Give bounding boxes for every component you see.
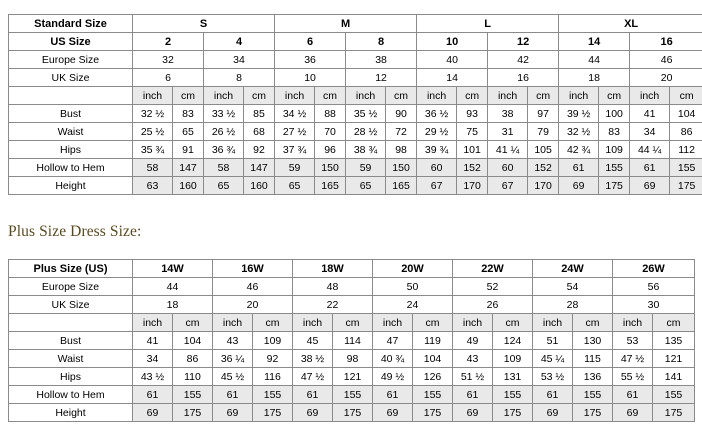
measure-value: 96 — [315, 141, 346, 159]
size-header: 26W — [613, 260, 695, 278]
size-header: XL — [559, 15, 702, 33]
size-value: 54 — [533, 278, 613, 296]
size-value: 48 — [293, 278, 373, 296]
unit-inch: inch — [533, 314, 573, 332]
measure-value: 150 — [386, 159, 417, 177]
measure-value: 41 — [630, 105, 670, 123]
measure-label: Hips — [9, 141, 133, 159]
size-value: 40 — [417, 51, 488, 69]
size-value: 16 — [488, 69, 559, 87]
size-value: 22 — [293, 296, 373, 314]
measure-value: 69 — [133, 404, 173, 422]
measure-label: Hips — [9, 368, 133, 386]
measure-row — [9, 386, 695, 404]
size-value: 34 — [204, 51, 275, 69]
measure-value: 61 — [533, 386, 573, 404]
unit-inch: inch — [559, 87, 599, 105]
size-value: 14 — [559, 33, 630, 51]
size-header: M — [275, 15, 417, 33]
size-value: 6 — [275, 33, 346, 51]
measure-label: Waist — [9, 350, 133, 368]
measure-label: Waist — [9, 123, 133, 141]
measure-value: 27 ½ — [275, 123, 315, 141]
measure-value: 109 — [493, 350, 533, 368]
measure-value: 170 — [528, 177, 559, 195]
standard-size-table — [8, 14, 702, 195]
measure-value: 63 — [133, 177, 173, 195]
measure-value: 69 — [373, 404, 413, 422]
measure-value: 68 — [244, 123, 275, 141]
measure-value: 170 — [457, 177, 488, 195]
measure-value: 69 — [293, 404, 333, 422]
unit-inch: inch — [453, 314, 493, 332]
row-label: US Size — [9, 33, 133, 51]
unit-inch: inch — [346, 87, 386, 105]
measure-value: 61 — [453, 386, 493, 404]
measure-value: 34 — [630, 123, 670, 141]
unit-cm: cm — [599, 87, 630, 105]
size-row — [9, 296, 695, 314]
measure-value: 109 — [253, 332, 293, 350]
measure-value: 35 ½ — [346, 105, 386, 123]
measure-value: 47 ½ — [613, 350, 653, 368]
unit-cm: cm — [333, 314, 373, 332]
measure-value: 61 — [559, 159, 599, 177]
measure-value: 65 — [346, 177, 386, 195]
measure-value: 29 ½ — [417, 123, 457, 141]
measure-value: 65 — [173, 123, 204, 141]
measure-value: 67 — [488, 177, 528, 195]
size-value: 2 — [133, 33, 204, 51]
measure-value: 49 — [453, 332, 493, 350]
measure-value: 45 — [293, 332, 333, 350]
measure-value: 86 — [173, 350, 213, 368]
unit-cm: cm — [173, 87, 204, 105]
measure-value: 61 — [613, 386, 653, 404]
unit-cm: cm — [528, 87, 559, 105]
unit-cm: cm — [670, 87, 702, 105]
measure-value: 61 — [630, 159, 670, 177]
measure-value: 49 ½ — [373, 368, 413, 386]
measure-value: 40 ¾ — [373, 350, 413, 368]
row-label: UK Size — [9, 296, 133, 314]
plus-size-heading: Plus Size Dress Size: — [8, 223, 142, 240]
size-value: 50 — [373, 278, 453, 296]
measure-label: Hollow to Hem — [9, 159, 133, 177]
measure-value: 115 — [573, 350, 613, 368]
unit-cm: cm — [573, 314, 613, 332]
measure-value: 53 — [613, 332, 653, 350]
unit-cm: cm — [386, 87, 417, 105]
measure-value: 109 — [599, 141, 630, 159]
measure-value: 69 — [630, 177, 670, 195]
measure-value: 85 — [244, 105, 275, 123]
measure-value: 155 — [333, 386, 373, 404]
measure-value: 61 — [213, 386, 253, 404]
measure-value: 160 — [173, 177, 204, 195]
measure-value: 43 — [213, 332, 253, 350]
units-row — [9, 314, 695, 332]
size-value: 24 — [373, 296, 453, 314]
measure-row — [9, 105, 702, 123]
measure-label: Height — [9, 404, 133, 422]
measure-value: 58 — [204, 159, 244, 177]
unit-inch: inch — [417, 87, 457, 105]
blank-cell — [9, 314, 133, 332]
measure-value: 124 — [493, 332, 533, 350]
measure-value: 155 — [493, 386, 533, 404]
measure-value: 51 ½ — [453, 368, 493, 386]
unit-cm: cm — [315, 87, 346, 105]
measure-value: 175 — [599, 177, 630, 195]
unit-inch: inch — [133, 314, 173, 332]
unit-inch: inch — [630, 87, 670, 105]
size-header: S — [133, 15, 275, 33]
measure-value: 26 ½ — [204, 123, 244, 141]
measure-value: 150 — [315, 159, 346, 177]
measure-value: 100 — [599, 105, 630, 123]
size-header: 16W — [213, 260, 293, 278]
size-value: 12 — [346, 69, 417, 87]
measure-value: 34 ½ — [275, 105, 315, 123]
measure-value: 38 ¾ — [346, 141, 386, 159]
size-header: 24W — [533, 260, 613, 278]
measure-value: 152 — [457, 159, 488, 177]
measure-value: 47 — [373, 332, 413, 350]
measure-value: 165 — [386, 177, 417, 195]
measure-value: 98 — [333, 350, 373, 368]
size-value: 56 — [613, 278, 695, 296]
size-value: 46 — [213, 278, 293, 296]
measure-value: 155 — [670, 159, 702, 177]
unit-inch: inch — [488, 87, 528, 105]
measure-value: 104 — [413, 350, 453, 368]
measure-value: 175 — [253, 404, 293, 422]
measure-value: 88 — [315, 105, 346, 123]
size-value: 30 — [613, 296, 695, 314]
measure-value: 55 ½ — [613, 368, 653, 386]
size-value: 10 — [417, 33, 488, 51]
size-value: 46 — [630, 51, 702, 69]
measure-value: 155 — [253, 386, 293, 404]
size-value: 44 — [559, 51, 630, 69]
measure-value: 119 — [413, 332, 453, 350]
size-value: 14 — [417, 69, 488, 87]
row-label: UK Size — [9, 69, 133, 87]
measure-value: 69 — [559, 177, 599, 195]
measure-value: 45 ½ — [213, 368, 253, 386]
measure-label: Bust — [9, 105, 133, 123]
measure-row — [9, 404, 695, 422]
measure-value: 147 — [244, 159, 275, 177]
measure-value: 34 — [133, 350, 173, 368]
measure-value: 59 — [346, 159, 386, 177]
measure-value: 28 ½ — [346, 123, 386, 141]
measure-value: 51 — [533, 332, 573, 350]
measure-value: 38 — [488, 105, 528, 123]
size-row — [9, 278, 695, 296]
measure-value: 86 — [670, 123, 702, 141]
measure-value: 83 — [173, 105, 204, 123]
unit-inch: inch — [275, 87, 315, 105]
measure-value: 126 — [413, 368, 453, 386]
size-value: 18 — [559, 69, 630, 87]
measure-value: 175 — [493, 404, 533, 422]
measure-value: 90 — [386, 105, 417, 123]
measure-value: 65 — [275, 177, 315, 195]
size-value: 20 — [213, 296, 293, 314]
measure-label: Hollow to Hem — [9, 386, 133, 404]
measure-row — [9, 177, 702, 195]
measure-value: 165 — [315, 177, 346, 195]
row-label: Europe Size — [9, 278, 133, 296]
unit-inch: inch — [204, 87, 244, 105]
measure-value: 47 ½ — [293, 368, 333, 386]
measure-value: 155 — [653, 386, 695, 404]
measure-value: 92 — [244, 141, 275, 159]
measure-value: 60 — [417, 159, 457, 177]
measure-value: 37 ¾ — [275, 141, 315, 159]
measure-value: 39 ¾ — [417, 141, 457, 159]
unit-cm: cm — [653, 314, 695, 332]
measure-value: 67 — [417, 177, 457, 195]
measure-value: 79 — [528, 123, 559, 141]
size-value: 44 — [133, 278, 213, 296]
size-value: 8 — [346, 33, 417, 51]
measure-value: 121 — [333, 368, 373, 386]
size-header: 18W — [293, 260, 373, 278]
measure-value: 69 — [453, 404, 493, 422]
measure-value: 72 — [386, 123, 417, 141]
measure-value: 93 — [457, 105, 488, 123]
measure-value: 58 — [133, 159, 173, 177]
measure-value: 175 — [653, 404, 695, 422]
measure-value: 36 ¾ — [204, 141, 244, 159]
unit-inch: inch — [293, 314, 333, 332]
measure-value: 98 — [386, 141, 417, 159]
unit-cm: cm — [253, 314, 293, 332]
measure-row — [9, 332, 695, 350]
measure-label: Height — [9, 177, 133, 195]
measure-value: 53 ½ — [533, 368, 573, 386]
measure-value: 44 ¼ — [630, 141, 670, 159]
measure-value: 38 ½ — [293, 350, 333, 368]
size-value: 12 — [488, 33, 559, 51]
size-header: 22W — [453, 260, 533, 278]
measure-value: 83 — [599, 123, 630, 141]
unit-inch: inch — [133, 87, 173, 105]
unit-cm: cm — [244, 87, 275, 105]
size-value: 26 — [453, 296, 533, 314]
measure-value: 116 — [253, 368, 293, 386]
measure-value: 110 — [173, 368, 213, 386]
measure-value: 61 — [293, 386, 333, 404]
size-header: 20W — [373, 260, 453, 278]
unit-inch: inch — [213, 314, 253, 332]
size-value: 42 — [488, 51, 559, 69]
plus-size-table — [8, 259, 695, 422]
measure-value: 65 — [204, 177, 244, 195]
unit-inch: inch — [373, 314, 413, 332]
size-value: 28 — [533, 296, 613, 314]
unit-cm: cm — [173, 314, 213, 332]
unit-cm: cm — [413, 314, 453, 332]
size-row — [9, 51, 702, 69]
measure-value: 121 — [653, 350, 695, 368]
measure-value: 59 — [275, 159, 315, 177]
measure-value: 155 — [573, 386, 613, 404]
measure-value: 69 — [533, 404, 573, 422]
unit-cm: cm — [457, 87, 488, 105]
measure-value: 155 — [173, 386, 213, 404]
measure-value: 175 — [573, 404, 613, 422]
measure-value: 155 — [599, 159, 630, 177]
row-label: Europe Size — [9, 51, 133, 69]
header-row — [9, 260, 695, 278]
measure-value: 36 ½ — [417, 105, 457, 123]
measure-value: 43 — [453, 350, 493, 368]
measure-value: 155 — [413, 386, 453, 404]
corner-label: Plus Size (US) — [9, 260, 133, 278]
measure-row — [9, 350, 695, 368]
measure-value: 175 — [670, 177, 702, 195]
measure-value: 131 — [493, 368, 533, 386]
measure-value: 61 — [373, 386, 413, 404]
measure-value: 114 — [333, 332, 373, 350]
measure-value: 101 — [457, 141, 488, 159]
measure-value: 160 — [244, 177, 275, 195]
measure-value: 141 — [653, 368, 695, 386]
corner-label: Standard Size — [9, 15, 133, 33]
measure-value: 43 ½ — [133, 368, 173, 386]
measure-value: 42 ¾ — [559, 141, 599, 159]
measure-value: 175 — [413, 404, 453, 422]
size-value: 6 — [133, 69, 204, 87]
measure-value: 69 — [213, 404, 253, 422]
measure-value: 36 ¼ — [213, 350, 253, 368]
size-row — [9, 33, 702, 51]
measure-value: 31 — [488, 123, 528, 141]
size-value: 38 — [346, 51, 417, 69]
measure-value: 104 — [670, 105, 702, 123]
size-value: 52 — [453, 278, 533, 296]
measure-value: 32 ½ — [133, 105, 173, 123]
header-row — [9, 15, 702, 33]
measure-value: 112 — [670, 141, 702, 159]
measure-value: 135 — [653, 332, 695, 350]
size-value: 10 — [275, 69, 346, 87]
measure-value: 147 — [173, 159, 204, 177]
measure-value: 91 — [173, 141, 204, 159]
measure-value: 92 — [253, 350, 293, 368]
measure-value: 97 — [528, 105, 559, 123]
unit-cm: cm — [493, 314, 533, 332]
size-header: L — [417, 15, 559, 33]
measure-value: 175 — [173, 404, 213, 422]
measure-value: 75 — [457, 123, 488, 141]
measure-value: 45 ¼ — [533, 350, 573, 368]
measure-row — [9, 141, 702, 159]
measure-row — [9, 368, 695, 386]
size-value: 4 — [204, 33, 275, 51]
measure-value: 70 — [315, 123, 346, 141]
measure-value: 33 ½ — [204, 105, 244, 123]
measure-value: 60 — [488, 159, 528, 177]
measure-value: 130 — [573, 332, 613, 350]
measure-value: 136 — [573, 368, 613, 386]
measure-value: 32 ½ — [559, 123, 599, 141]
size-value: 18 — [133, 296, 213, 314]
measure-value: 104 — [173, 332, 213, 350]
measure-row — [9, 159, 702, 177]
size-row — [9, 69, 702, 87]
measure-row — [9, 123, 702, 141]
measure-value: 175 — [333, 404, 373, 422]
measure-value: 41 — [133, 332, 173, 350]
measure-label: Bust — [9, 332, 133, 350]
measure-value: 41 ¼ — [488, 141, 528, 159]
size-value: 16 — [630, 33, 702, 51]
units-row — [9, 87, 702, 105]
measure-value: 152 — [528, 159, 559, 177]
size-value: 32 — [133, 51, 204, 69]
unit-inch: inch — [613, 314, 653, 332]
measure-value: 39 ½ — [559, 105, 599, 123]
blank-cell — [9, 87, 133, 105]
measure-value: 35 ¾ — [133, 141, 173, 159]
size-header: 14W — [133, 260, 213, 278]
measure-value: 69 — [613, 404, 653, 422]
measure-value: 105 — [528, 141, 559, 159]
size-value: 8 — [204, 69, 275, 87]
size-value: 20 — [630, 69, 702, 87]
measure-value: 25 ½ — [133, 123, 173, 141]
measure-value: 61 — [133, 386, 173, 404]
size-value: 36 — [275, 51, 346, 69]
